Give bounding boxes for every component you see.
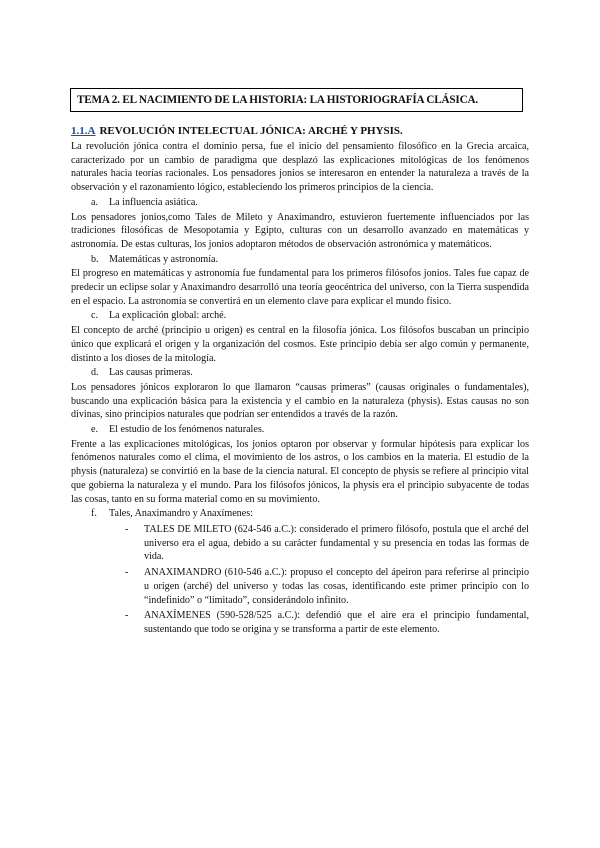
intro-paragraph: La revolución jónica contra el dominio persa, fue el inicio del pensamiento filosófico en la Grecia arcaica, caracterizado por un cambio de paradigma que desplazó las explicaciones mitológicas de los fenómenos naturales hacia teorías racionales. Los pensadores jonios se interesaron en entender la naturaleza a través de la observación y el razonamiento lógico, estableciendo los primeros principios de la ciencia. bbox=[71, 141, 529, 194]
list-item-text: ANAXÍMENES (590-528/525 a.C.): defendió que el aire era el principio fundamental, sustentando que todo se origina y se transforma a partir de este elemento. bbox=[144, 610, 529, 635]
list-bullet: - bbox=[125, 610, 129, 622]
subsection-body: El concepto de arché (principio u origen) es central en la filosofía jónica. Los filósofos buscaban un principio único que explicará el origen y la organización del cosmos. Este principio debía ser algo común y permanente, distinto a los dioses de la mitología. bbox=[71, 325, 529, 364]
subsection-letter: e. bbox=[91, 424, 99, 436]
subsection-b bbox=[71, 253, 529, 309]
subsection-title: El estudio de los fenómenos naturales. bbox=[109, 424, 265, 436]
list-item bbox=[125, 566, 529, 607]
list-bullet: - bbox=[125, 523, 129, 535]
subsection-body: Los pensadores jónicos exploraron lo que llamaron “causas primeras” (causas originales o fundamentales), buscando una explicación básica para la existencia y el cambio en la naturaleza (physis). Estas causas no son divinas, sino principios naturales que podrían ser entendidos a través de la razón. bbox=[71, 381, 529, 421]
subsection-letter: f. bbox=[91, 508, 97, 520]
subsection-body: Frente a las explicaciones mitológicas, los jonios optaron por observar y formular hipótesis para explicar los fenómenos naturales como el clima, el movimiento de los astros, o los cambios en la materia. El estudio de la physis (naturaleza) se convirtió en la base de la ciencia natural. El concepto de physis se refiere al principio vital que gobierna la naturaleza y el mundo. Para los filósofos jónicos, la physis era el principio subyacente de todas las cosas, tanto en su forma material como en su movimiento. bbox=[71, 438, 529, 505]
subsection-letter: c. bbox=[91, 310, 99, 322]
subsection-title: Tales, Anaximandro y Anaxímenes: bbox=[109, 508, 253, 520]
subsection-title: Matemáticas y astronomía. bbox=[109, 253, 219, 265]
subsection-title: La influencia asiática. bbox=[109, 196, 198, 208]
subsection-body: El progreso en matemáticas y astronomía fue fundamental para los primeros filósofos jonios. Tales fue capaz de predecir un eclipse solar y Anaximandro desarrolló una teoría geocéntrica del universo, con la Tierra suspendida en el espacio. La astronomía se convertirá en un elemento clave para explicar el mundo físico. bbox=[71, 268, 529, 307]
subsection-letter: a. bbox=[91, 196, 99, 208]
subsection-letter: b. bbox=[91, 253, 99, 265]
list-item bbox=[125, 523, 529, 564]
subsection-d bbox=[71, 366, 529, 422]
page-title: TEMA 2. EL NACIMIENTO DE LA HISTORIA: LA HISTORIOGRAFÍA CLÁSICA. bbox=[70, 88, 523, 112]
subsection-title: La explicación global: arché. bbox=[109, 310, 227, 322]
subsection-f bbox=[71, 507, 529, 636]
list-bullet: - bbox=[125, 567, 129, 579]
subsection-e bbox=[71, 423, 529, 506]
subsection-body: Los pensadores jonios,como Tales de Mileto y Anaximandro, estuvieron fuertemente influenciados por las tradiciones filosóficas de Mesopotamia y Egipto, culturas con un desarrollo avanzado en matemáticas y astronomía. De estas culturas, los jonios adoptaron métodos de observación astronómica y matemáticos. bbox=[71, 211, 529, 250]
list-item bbox=[125, 609, 529, 636]
list-item-text: TALES DE MILETO (624-546 a.C.): considerado el primero filósofo, postula que el arché del universo era el agua, debido a su carácter fundamental y su presencia en todas las formas de vida. bbox=[144, 523, 529, 563]
subsection-title: Las causas primeras. bbox=[109, 367, 193, 379]
section-heading bbox=[71, 124, 529, 138]
section-title: REVOLUCIÓN INTELECTUAL JÓNICA: ARCHÉ Y PHYSIS. bbox=[99, 125, 403, 137]
subsection-c bbox=[71, 309, 529, 365]
section-number-link[interactable]: 1.1.A bbox=[71, 125, 96, 137]
list-item-text: ANAXIMANDRO (610-546 a.C.): propuso el concepto del ápeiron para referirse al principio u origen (arché) del universo y todas las cosas, identificando este primer principio con lo “indefinido” o “limitado”, considerándolo infinito. bbox=[144, 567, 529, 606]
document-body bbox=[71, 124, 529, 637]
subsection-a bbox=[71, 196, 529, 252]
subsection-letter: d. bbox=[91, 367, 99, 379]
